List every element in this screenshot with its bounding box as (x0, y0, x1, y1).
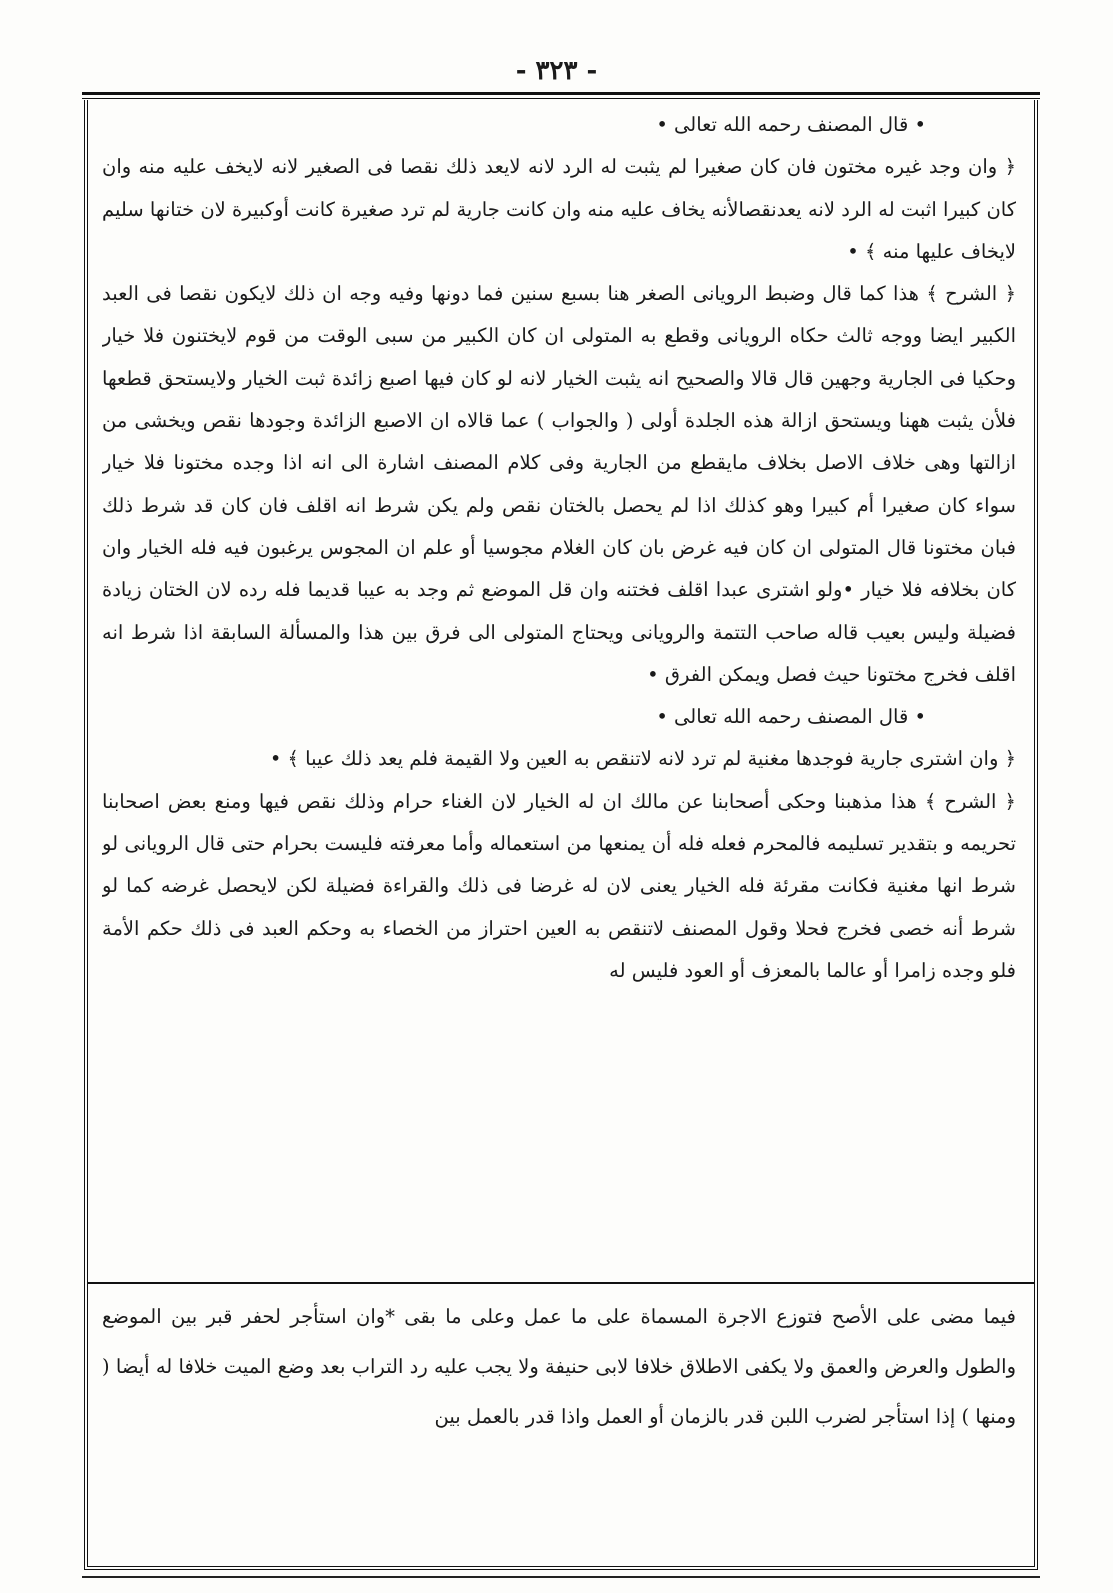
paragraph: ﴿ الشرح ﴾ هذا كما قال وضبط الرويانى الصغر هنا بسبع سنين فما دونها وفيه وجه ان ذلك لايكون نقصا فى العبد الكبير ايضا ووجه ثالث حكاه الرويانى وقطع به المتولى ان كان الكبير من سبى الوقت من قوم لايختنون فلا خيار وحكيا فى الجارية وجهين قال قالا والصحيح انه يثبت الخيار لانه لو كان فيها اصبع زائدة ثبت الخيار ولايستحق قطعها فلأن يثبت ههنا ويستحق ازالة هذه الجلدة أولى ( والجواب ) عما قالاه ان الاصبع الزائدة وجودها نقص ويخشى من ازالتها وهى خلاف الاصل بخلاف مايقطع من الجارية وفى كلام المصنف اشارة الى انه اذا وجده مختونا فلا خيار سواء كان صغيرا أم كبيرا وهو كذلك اذا لم يحصل بالختان نقص ولم يكن شرط انه اقلف فان كان قد شرط ذلك فبان مختونا قال المتولى ان كان فيه غرض بان كان الغلام مجوسيا أو علم ان المجوس يرغبون فيه فله الخيار وان كان بخلافه فلا خيار •ولو اشترى عبدا اقلف فختنه وان قل الموضع ثم وجد به عيبا قديما فله رده لان الختان زيادة فضيلة وليس بعيب قاله صاحب التتمة والرويانى ويحتاج المتولى الى فرق بين هذا والمسألة السابقة اذا شرط انه اقلف فخرج مختونا حيث فصل ويمكن الفرق • (102, 282, 1016, 686)
footnote-text: فيما مضى على الأصح فتوزع الاجرة المسماة على ما عمل وعلى ما بقى *وان استأجر لحفر قبر بين الموضع والطول والعرض والعمق ولا يكفى الاطلاق خلافا لابى حنيفة ولا يجب عليه رد التراب بعد وضع الميت خلافا له أيضا ( ومنها ) إذا استأجر لضرب اللبن قدر بالزمان أو العمل واذا قدر بالعمل بين (102, 1305, 1016, 1428)
section-heading: • قال المصنف رحمه الله تعالى • (656, 705, 926, 729)
footnote-divider (88, 1282, 1034, 1284)
footnote (102, 1292, 1016, 1562)
section-heading: • قال المصنف رحمه الله تعالى • (656, 113, 926, 136)
top-rule-thin (82, 98, 1040, 99)
paragraph: ﴿ الشرح ﴾ هذا مذهبنا وحكى أصحابنا عن مالك ان له الخيار لان الغناء حرام وذلك نقص فيها ومنع بعض اصحابنا تحريمه و بتقدير تسليمه فالمحرم فعله فله أن يمنعها من استعماله وأما معرفته فليست بحرام حتى قال الرويانى لو شرط انها مغنية فكانت مقرئة فله الخيار يعنى لان له غرضا فى ذلك والقراءة فضيلة لكن لايحصل غرضه كما لو شرط أنه خصى فخرج فحلا وقول المصنف لاتنقص به العين احتراز من الخصاء به وحكم العبد فى ذلك حكم الأمة فلو وجده زامرا أو عالما بالمعزف أو العود فليس له (102, 789, 1016, 982)
paragraph: ﴿ وان اشترى جارية فوجدها مغنية لم ترد لانه لاتنقص به العين ولا القيمة فلم يعد ذلك عيبا ﴾ • (269, 747, 1016, 771)
main-text (102, 104, 1016, 1274)
bottom-rule (82, 1576, 1040, 1578)
page-number: - ٣٢٣ - (515, 56, 598, 86)
paragraph: ﴿ وان وجد غيره مختون فان كان صغيرا لم يثبت له الرد لانه لايعد ذلك نقصا فى الصغير لانه لايخف عليه منه وان كان كبيرا اثبت له الرد لانه يعدنقصالأنه يخاف عليه منه وان كانت جارية لم ترد صغيرة كانت أوكبيرة لان ختانها سليم لايخاف عليها منه ﴾ • (102, 155, 1016, 263)
top-rule (82, 92, 1040, 95)
